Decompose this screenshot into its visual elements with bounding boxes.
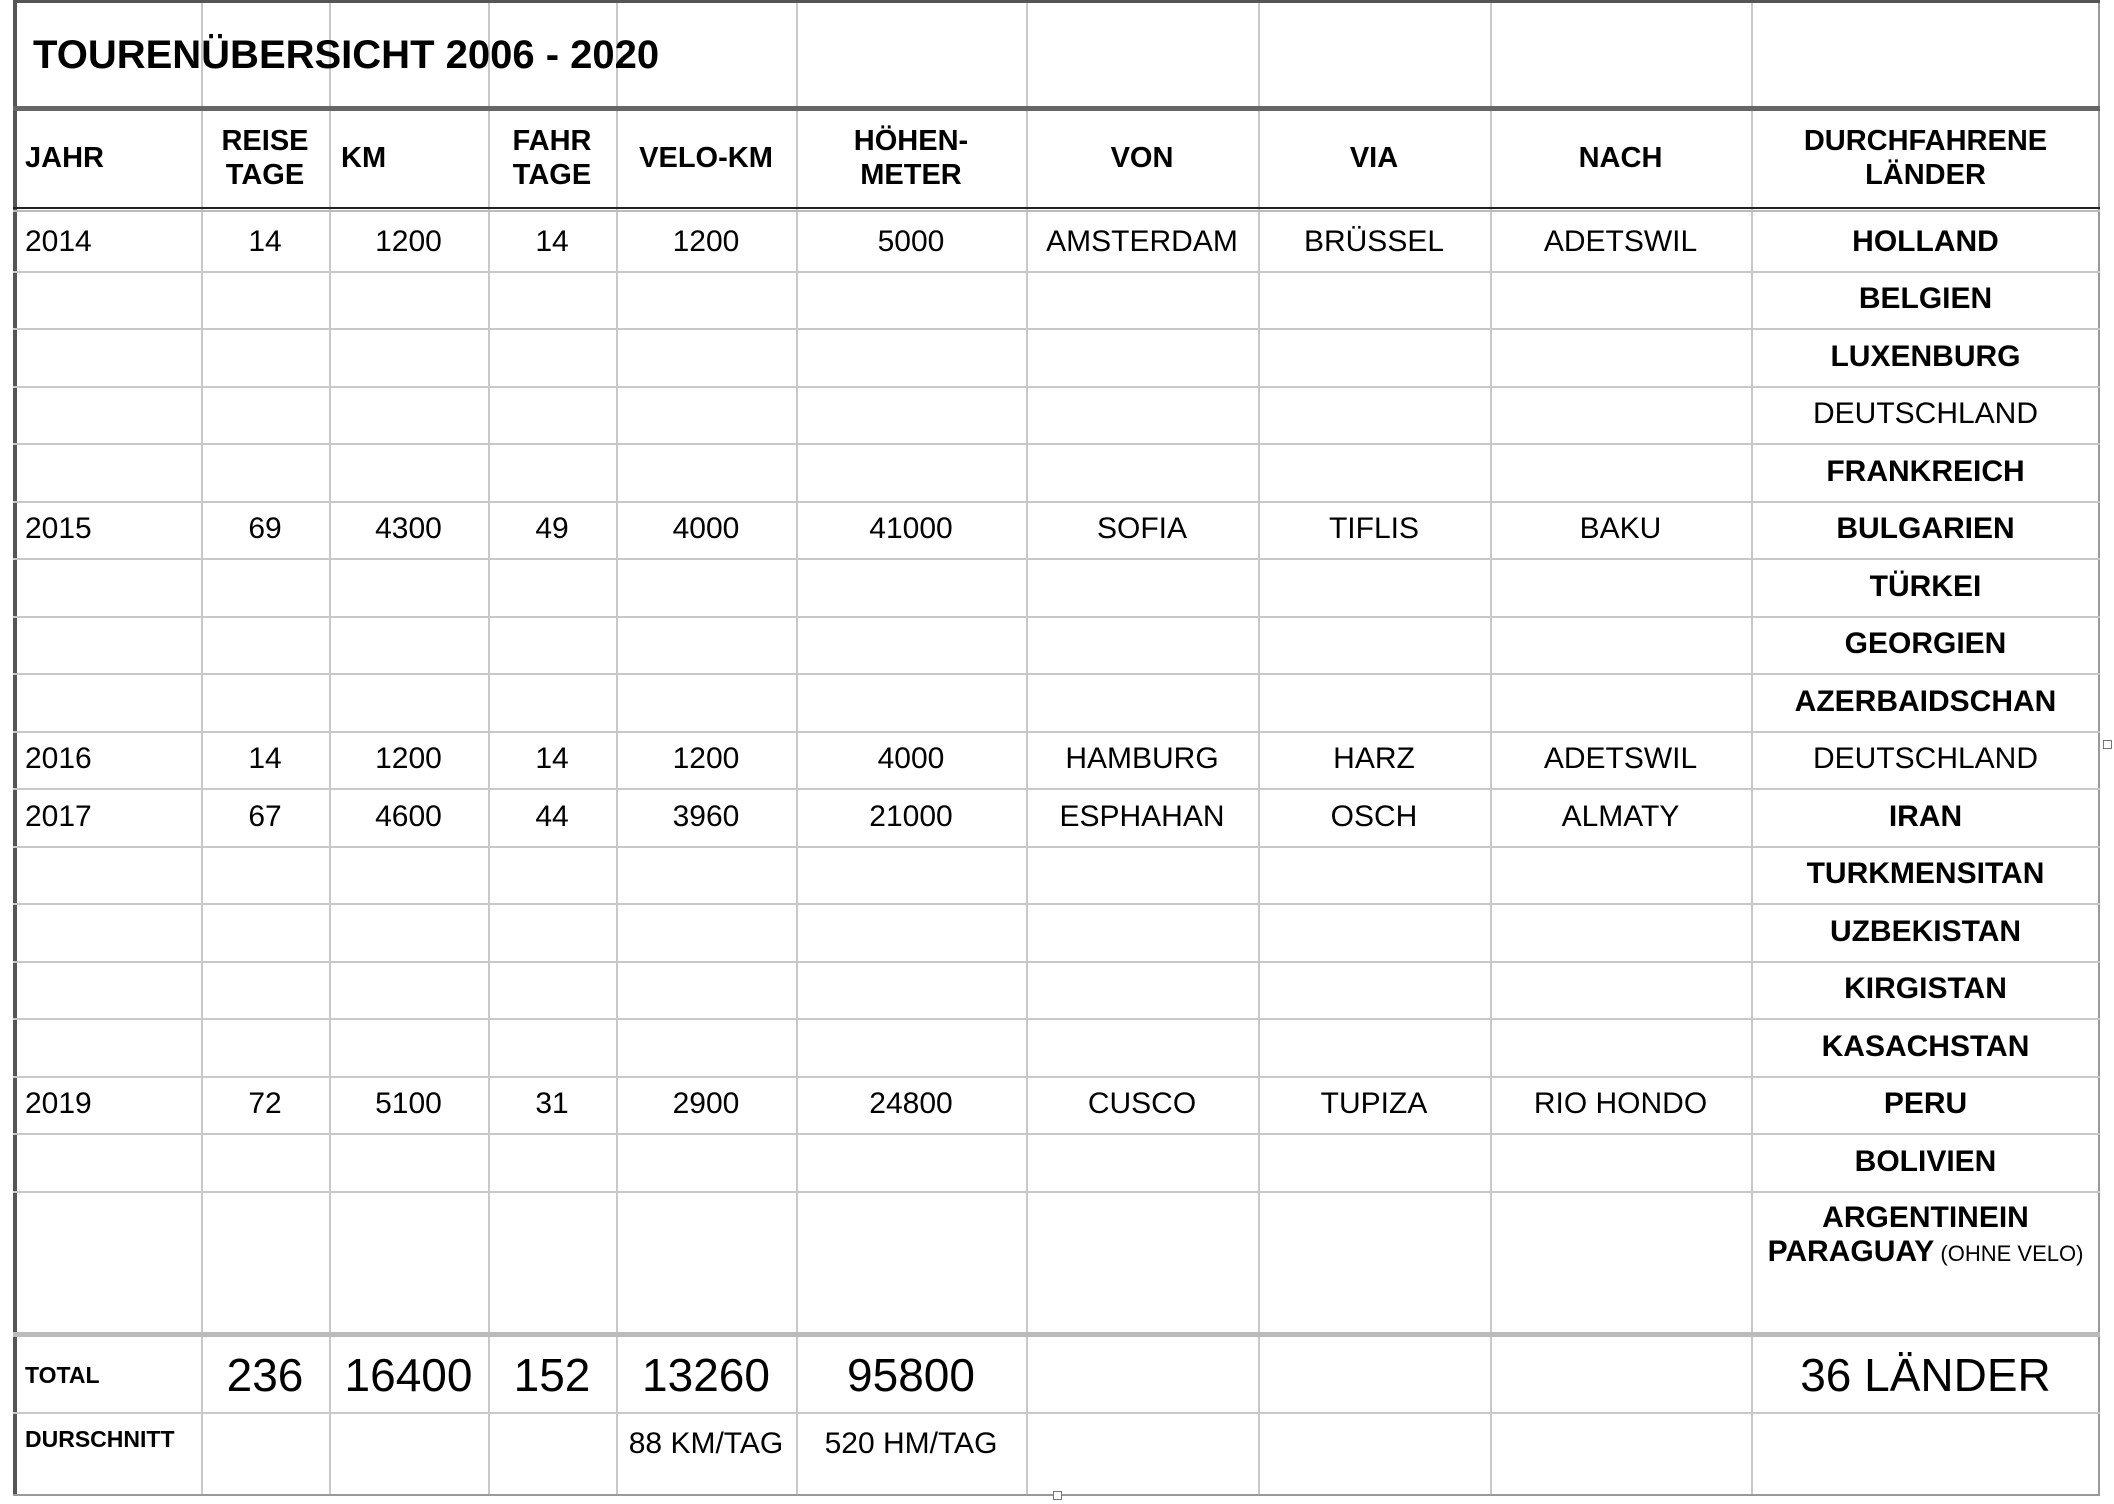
laender-cell: KIRGISTAN <box>1844 972 2007 1005</box>
col-km-header: KM <box>341 141 387 174</box>
nach-cell: ADETSWIL <box>1543 742 1698 775</box>
hoehenmeter-cell: 21000 <box>869 799 953 833</box>
country-argentinien: ARGENTINEIN <box>1822 1200 2029 1234</box>
hoehenmeter-cell: 24800 <box>869 1087 953 1120</box>
fahrtage-cell: 31 <box>535 1087 569 1120</box>
nach-cell: ADETSWIL <box>1543 224 1698 258</box>
country-paraguay-line <box>1768 1235 2084 1270</box>
laender-cell: HOLLAND <box>1852 224 1999 258</box>
nach-cell: BAKU <box>1579 512 1662 545</box>
fahrtage-cell: 49 <box>535 512 569 545</box>
jahr-cell: 2019 <box>25 1087 92 1120</box>
velo-km-cell: 4000 <box>672 512 740 545</box>
fahrtage-cell: 14 <box>535 224 569 258</box>
laender-cell: BULGARIEN <box>1836 512 2015 545</box>
via-cell: TUPIZA <box>1320 1087 1428 1120</box>
laender-cell: KASACHSTAN <box>1821 1029 2030 1063</box>
header-underline-2 <box>13 210 2100 212</box>
von-cell: SOFIA <box>1096 512 1187 545</box>
laender-cell <box>1751 1191 2100 1333</box>
col-jahr-header: JAHR <box>25 141 104 174</box>
via-cell: TIFLIS <box>1328 512 1419 545</box>
col-reisetage-header: REISE TAGE <box>221 125 309 191</box>
resize-handle-right[interactable] <box>2103 740 2112 749</box>
note-ohne-velo: (OHNE VELO) <box>1934 1241 2084 1266</box>
laender-cell: BOLIVIEN <box>1854 1144 1997 1178</box>
jahr-cell: 2014 <box>25 224 92 258</box>
country-paraguay: PARAGUAY <box>1767 1235 1935 1268</box>
header-underline <box>13 207 2100 209</box>
nach-cell: ALMATY <box>1561 799 1680 833</box>
jahr-cell: 2015 <box>25 512 92 545</box>
reisetage-cell: 72 <box>248 1087 282 1120</box>
fahrtage-cell: 44 <box>535 799 569 833</box>
velo-km-cell: 2900 <box>672 1087 740 1120</box>
reisetage-cell: 14 <box>248 224 282 258</box>
von-cell: CUSCO <box>1087 1087 1197 1120</box>
col-hoehenmeter-header: HÖHEN- METER <box>853 125 969 191</box>
hoehenmeter-cell: 4000 <box>877 742 945 775</box>
km-cell: 4600 <box>375 799 442 833</box>
tour-table <box>13 0 2100 1496</box>
velo-km-cell: 3960 <box>672 799 740 833</box>
jahr-cell: 2017 <box>25 799 92 833</box>
laender-cell: TÜRKEI <box>1869 569 1982 603</box>
velo-km-cell: 1200 <box>672 224 740 258</box>
total-separator <box>13 1332 2100 1337</box>
total-hoehenmeter: 95800 <box>847 1348 975 1401</box>
reisetage-cell: 14 <box>248 742 282 775</box>
total-label: TOTAL <box>25 1361 100 1388</box>
via-cell: OSCH <box>1330 799 1418 833</box>
laender-cell: TURKMENSITAN <box>1806 857 2045 890</box>
reisetage-cell: 69 <box>248 512 282 545</box>
fahrtage-cell: 14 <box>535 742 569 775</box>
nach-cell: RIO HONDO <box>1533 1087 1708 1120</box>
km-cell: 5100 <box>375 1087 442 1120</box>
resize-handle-bottom[interactable] <box>1053 1491 1062 1500</box>
average-velo-km: 88 KM/TAG <box>628 1426 784 1460</box>
km-cell: 1200 <box>375 742 442 775</box>
col-laender-header: DURCHFAHRENE LÄNDER <box>1803 125 2048 191</box>
average-label: DURSCHNITT <box>25 1425 175 1452</box>
col-von-header: VON <box>1110 141 1174 174</box>
col-fahrtage-header: FAHR TAGE <box>512 125 592 191</box>
total-km: 16400 <box>344 1348 473 1401</box>
col-via-header: VIA <box>1349 141 1399 174</box>
total-fahrtage: 152 <box>513 1348 591 1401</box>
von-cell: AMSTERDAM <box>1046 224 1238 258</box>
hoehenmeter-cell: 5000 <box>877 224 945 258</box>
average-hoehenmeter: 520 HM/TAG <box>824 1426 998 1460</box>
via-cell: HARZ <box>1333 742 1415 775</box>
page-title: TOURENÜBERSICHT 2006 - 2020 <box>33 33 660 77</box>
von-cell: ESPHAHAN <box>1059 799 1225 833</box>
hoehenmeter-cell: 41000 <box>869 512 953 545</box>
km-cell: 4300 <box>375 512 442 545</box>
laender-cell: UZBEKISTAN <box>1829 914 2022 948</box>
laender-cell: BELGIEN <box>1858 282 1993 315</box>
velo-km-cell: 1200 <box>672 742 740 775</box>
row-line <box>13 1412 2100 1414</box>
via-cell: BRÜSSEL <box>1303 224 1445 258</box>
laender-cell: AZERBAIDSCHAN <box>1794 684 2057 718</box>
col-velo-km-header: VELO-KM <box>639 141 773 174</box>
col-nach-header: NACH <box>1578 141 1663 174</box>
jahr-cell: 2016 <box>25 742 92 775</box>
laender-cell: GEORGIEN <box>1844 627 2007 660</box>
laender-cell: DEUTSCHLAND <box>1812 397 2039 430</box>
laender-cell: FRANKREICH <box>1826 454 2025 488</box>
laender-cell: LUXENBURG <box>1830 339 2021 373</box>
laender-cell: DEUTSCHLAND <box>1812 742 2039 775</box>
total-velo_km: 13260 <box>642 1348 770 1401</box>
laender-cell: IRAN <box>1888 799 1963 833</box>
reisetage-cell: 67 <box>248 799 282 833</box>
von-cell: HAMBURG <box>1065 742 1219 775</box>
km-cell: 1200 <box>375 224 442 258</box>
total-reisetage: 236 <box>226 1348 304 1401</box>
laender-cell: PERU <box>1883 1087 1968 1120</box>
total-laender: 36 LÄNDER <box>1800 1348 2051 1401</box>
